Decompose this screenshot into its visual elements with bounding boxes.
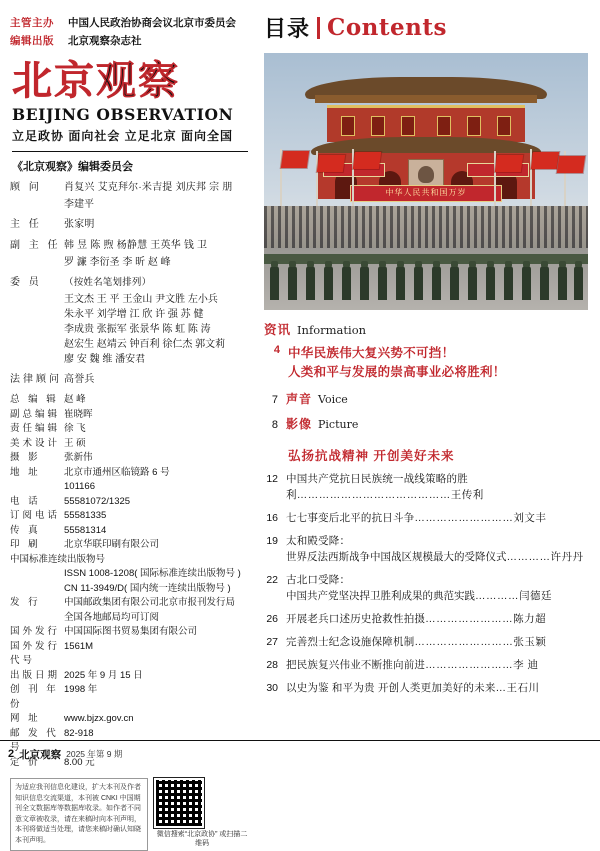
soldier (342, 266, 351, 300)
contents-title-cn: 目录 (264, 16, 311, 42)
info-label: 出版日期 (10, 669, 61, 681)
entry-subtitle-line (286, 588, 590, 604)
contents-entry-voice[interactable] (262, 390, 590, 407)
entry-author: 闫德廷 (519, 590, 552, 602)
colophon-column (0, 0, 256, 847)
soldier (486, 266, 495, 300)
board-row-sub: 李建平 (64, 199, 94, 210)
info-value: 赵 峰 (64, 394, 86, 405)
masthead-row (10, 34, 250, 49)
info-row (10, 596, 250, 611)
entry-author: 许丹丹 (550, 551, 584, 563)
soldier (540, 266, 549, 300)
entry-body (286, 657, 590, 673)
masthead-value: 北京观察杂志社 (68, 35, 142, 47)
entry-leader-dots: ……………………… (414, 512, 514, 524)
board-row-label: 委 员 (10, 277, 42, 288)
info-value: 1561M (64, 640, 94, 652)
info-issn-label: 中国标准连续出版物号 (10, 553, 106, 565)
red-flag (317, 155, 345, 172)
entry-title: 中国共产党抗日民族统一战线策略的胜利 (286, 473, 468, 501)
masthead-row (10, 16, 250, 31)
info-row (10, 509, 250, 524)
publication-info (10, 393, 250, 770)
entry-title-line1: 中华民族伟大复兴势不可挡！ (288, 346, 455, 360)
entry-page-number: 7 (271, 394, 278, 406)
entry-author: 张玉颖 (513, 636, 547, 648)
info-label: 电 话 (10, 495, 41, 507)
entry-title: 以史为鉴 和平为贵 开创人类更加美好的未来 (286, 682, 496, 694)
soldier (574, 266, 583, 300)
soldier (414, 266, 423, 300)
info-value[interactable]: www.bjzx.gov.cn (64, 713, 134, 724)
qr-block (154, 778, 250, 848)
info-value: 中国国际图书贸易集团有限公司 (64, 626, 198, 637)
gate-window (341, 116, 355, 136)
info-label: 美术设计 (10, 437, 61, 449)
entry-body (286, 572, 590, 604)
info-label: 发 行 (10, 597, 41, 608)
entry-leader-dots: … (495, 682, 507, 694)
entry-leader-dots: ………… (475, 590, 519, 602)
contents-section-information (264, 320, 590, 382)
board-row-value: 韩 昱 陈 煦 杨静慧 王英华 钱 卫 (64, 240, 208, 251)
board-row (10, 180, 250, 196)
red-flag (557, 156, 585, 173)
entry-leader-dots: ……………………… (414, 636, 514, 648)
entry-author: 陈力超 (513, 613, 547, 625)
entry-page-number: 4 (273, 344, 280, 356)
entry-body (286, 510, 590, 526)
info-label: 副总编辑 (10, 408, 61, 420)
contents-entry[interactable] (262, 634, 590, 650)
entry-subtitle-line (286, 549, 590, 565)
info-value: 王 硕 (64, 437, 86, 449)
entry-body (286, 680, 590, 696)
info-label: 地 址 (10, 466, 41, 478)
gate-window (497, 116, 511, 136)
info-row (10, 422, 250, 437)
gate-window (437, 116, 451, 136)
contents-header (264, 12, 590, 43)
soldier (360, 266, 369, 300)
info-row (10, 524, 250, 539)
info-label: 印 刷 (10, 539, 41, 550)
info-value: 中国邮政集团有限公司北京市报刊发行局 (64, 597, 236, 608)
soldier (306, 266, 315, 300)
red-flag (531, 152, 559, 169)
info-label: 总 编 辑 (10, 394, 59, 405)
info-value: 82-918 (64, 727, 94, 739)
soldier (558, 266, 567, 300)
board-row-value: （按姓名笔划排列） (64, 277, 152, 288)
entry-subtitle: 世界反法西斯战争中国战区规模最大的受降仪式 (286, 551, 507, 563)
entry-page-number: 8 (271, 419, 278, 431)
info-row (10, 640, 250, 669)
info-value: 8.00 元 (64, 756, 95, 768)
contents-entry[interactable] (262, 657, 590, 673)
entry-body (286, 533, 590, 565)
entry-title-line2: 人类和平与发展的崇高事业必将胜利！ (288, 365, 506, 379)
masthead-label: 编辑出版 (10, 35, 54, 47)
info-continuation: 101166 (64, 481, 95, 492)
entry-leader-dots: …………………………………… (296, 489, 451, 501)
board-row-value: 肖复兴 艾克拜尔·米吉提 刘庆邦 宗 朋 (64, 182, 233, 193)
editorial-board (10, 180, 250, 388)
contents-entry[interactable] (262, 680, 590, 696)
contents-entry[interactable] (262, 572, 590, 604)
soldier (378, 266, 387, 300)
entry-page-number: 12 (266, 473, 278, 485)
info-row (10, 466, 250, 481)
gate-window (467, 116, 481, 136)
board-row-sub: 王文杰 王 平 王金山 尹文胜 左小兵 (64, 294, 218, 305)
entry-title-en: Picture (318, 418, 359, 431)
info-label: 创 刊 年 份 (10, 684, 59, 710)
info-label: 责任编辑 (10, 423, 61, 434)
contents-title-en: Contents (327, 14, 447, 41)
info-row (10, 712, 250, 727)
soldier (468, 266, 477, 300)
entry-page-number: 28 (266, 659, 278, 671)
info-value: 55581314 (64, 524, 107, 536)
red-flag (281, 151, 309, 168)
info-value: 2025 年 9 月 15 日 (64, 669, 143, 681)
info-row (10, 538, 250, 553)
entry-body (286, 611, 590, 627)
board-row-sub: 廖 安 魏 维 潘安君 (64, 354, 146, 365)
board-row (10, 238, 250, 254)
entry-author: 刘文丰 (513, 512, 547, 524)
page-footer (0, 740, 600, 767)
contents-title-divider (317, 17, 320, 39)
folio-page-number: 2 (8, 748, 15, 760)
info-label: 国外发行代号 (10, 640, 61, 666)
entry-title-cn: 影像 (286, 417, 313, 431)
board-row-sub: 李成贵 张振军 张景华 陈 虹 陈 涛 (64, 324, 211, 335)
info-row (10, 669, 250, 684)
entry-body (286, 471, 590, 503)
masthead-value: 中国人民政治协商会议北京市委员会 (68, 17, 236, 29)
info-label: 订阅电话 (10, 510, 61, 521)
entry-page-number: 22 (266, 574, 278, 586)
qr-caption: 微信搜索“北京政协” 或扫描二维码 (156, 831, 248, 847)
info-cn-number: CN 11-3949/D( 国内统一连续出版物号 ) (64, 582, 231, 594)
section-title-en: Information (297, 323, 367, 337)
info-value: 徐 飞 (64, 423, 86, 434)
contents-entry[interactable] (262, 611, 590, 627)
board-row-label: 顾 问 (10, 182, 42, 193)
info-value: 崔晓晖 (64, 408, 93, 420)
entry-title: 七七事变后北平的抗日斗争 (286, 512, 415, 524)
entry-subtitle: 中国共产党坚决捍卫胜利成果的典范实践 (286, 590, 475, 602)
info-label: 网 址 (10, 713, 41, 724)
entry-author: 李 迪 (513, 659, 539, 671)
gate-window (371, 116, 385, 136)
entry-page-number: 19 (266, 535, 278, 547)
board-row (10, 217, 250, 233)
info-row (10, 495, 250, 510)
info-row (10, 451, 250, 466)
contents-entry[interactable] (262, 533, 590, 565)
entry-page-number: 27 (266, 636, 278, 648)
contents-entry-picture[interactable] (262, 415, 590, 432)
board-row-sub: 罗 濂 李衍圣 李 昕 赵 峰 (64, 257, 171, 268)
entry-author: 王石川 (506, 682, 540, 694)
entry-title: 开展老兵口述历史抢救性拍摄 (286, 613, 426, 625)
logo-slogan: 立足政协 面向社会 立足北京 面向全国 (12, 129, 234, 143)
soldier (324, 266, 333, 300)
entry-page-number: 30 (266, 682, 278, 694)
info-label: 邮 发 代 号 (10, 727, 59, 753)
entry-title: 把民族复兴伟业不断推向前进 (286, 659, 426, 671)
logo-chinese-part1: 北京 (12, 57, 96, 104)
info-value: 北京华联印刷有限公司 (64, 539, 160, 550)
cover-photo (264, 53, 588, 310)
logo-chinese-part2: 观察 (96, 57, 180, 104)
info-row (10, 393, 250, 408)
board-row-label: 法律顾问 (10, 374, 62, 385)
red-flag (495, 155, 523, 172)
board-row-sub: 朱永平 刘学增 江 欣 许 强 苏 健 (64, 309, 204, 320)
entry-title: 完善烈士纪念设施保障机制 (286, 636, 415, 648)
soldier (504, 266, 513, 300)
info-issn: ISSN 1008-1208( 国际标准连续出版物号 ) (64, 568, 241, 579)
soldier (522, 266, 531, 300)
entry-page-number: 26 (266, 613, 278, 625)
info-label: 摄 影 (10, 452, 41, 463)
footnote-block (10, 778, 250, 851)
entry-leader-dots: …………………… (425, 659, 514, 671)
board-row-value: 张家明 (64, 219, 95, 230)
divider (12, 151, 248, 152)
board-row-label: 主 任 (10, 219, 42, 230)
entry-page-number: 16 (266, 512, 278, 524)
board-row (10, 275, 250, 291)
folio-magazine-name: 北京观察 (19, 748, 62, 761)
info-row (10, 437, 250, 452)
masthead-label: 主管主办 (10, 17, 54, 29)
info-value: 张新伟 (64, 452, 93, 463)
entry-title: 古北口受降： (286, 574, 351, 586)
info-label: 国外发行 (10, 626, 61, 637)
qr-code-icon[interactable] (154, 778, 204, 828)
contents-entry[interactable] (262, 471, 590, 503)
contents-column (262, 0, 600, 741)
soldier (432, 266, 441, 300)
entry-title-en: Voice (318, 393, 348, 406)
soldier (270, 266, 279, 300)
cover-banner-text: 中华人民共和国万岁 (350, 185, 502, 202)
board-title: 《北京观察》编辑委员会 (12, 161, 133, 173)
entry-title (288, 344, 506, 382)
copyright-notice: 为适应我刊信息化建设，扩大本刊及作者知识信息交流渠道，本刊被 CNKI 中国期刊全文数据库等数据库收录。如作者不同意文章被收录，请在来稿时向本刊声明，本刊将做适当处理，请您来稿时确认知晓本刊声明。 (10, 778, 148, 851)
info-value: 55581072/1325 (64, 495, 131, 507)
logo-chinese (12, 59, 250, 103)
roof-upper-eave (315, 95, 537, 103)
info-label: 传 真 (10, 524, 41, 536)
info-row (10, 683, 250, 712)
entry-title-cn: 声音 (286, 392, 313, 406)
masthead-rows (10, 16, 250, 49)
info-row (10, 625, 250, 640)
contents-entry-highlight[interactable] (264, 344, 590, 382)
entry-title: 太和殿受降： (286, 535, 351, 547)
info-value: 55581335 (64, 510, 107, 521)
info-row (10, 408, 250, 423)
soldier (288, 266, 297, 300)
contents-entry[interactable] (262, 510, 590, 526)
entry-author: 王传利 (450, 489, 484, 501)
section-heading (264, 320, 590, 338)
info-continuation: 全国各地邮局均可订阅 (64, 611, 160, 623)
logo-english: BEIJING OBSERVATION (12, 105, 234, 124)
info-value: 1998 年 (64, 684, 98, 695)
entry-leader-dots: ………… (506, 551, 551, 563)
gate-window (401, 116, 415, 136)
info-value: 北京市通州区临镜路 6 号 (64, 466, 170, 478)
soldier (396, 266, 405, 300)
section-title-cn: 资讯 (264, 323, 292, 337)
soldier (450, 266, 459, 300)
red-flag (353, 152, 381, 169)
entry-body (286, 634, 590, 650)
info-label: 定 价 (10, 756, 41, 768)
board-row-label: 副 主 任 (10, 240, 61, 251)
folio-issue-date: 2025 年第 9 期 (66, 749, 123, 759)
board-row (10, 372, 250, 388)
entry-leader-dots: …………………… (425, 613, 514, 625)
board-row-value: 高誉兵 (64, 374, 95, 385)
section-title-feature: 弘扬抗战精神 开创美好未来 (288, 449, 455, 463)
magazine-logo (12, 59, 250, 144)
board-row-sub: 赵宏生 赵靖云 钟百利 徐仁杰 郭文莉 (64, 339, 226, 350)
troop-formation (264, 254, 588, 300)
crowd (264, 206, 588, 248)
